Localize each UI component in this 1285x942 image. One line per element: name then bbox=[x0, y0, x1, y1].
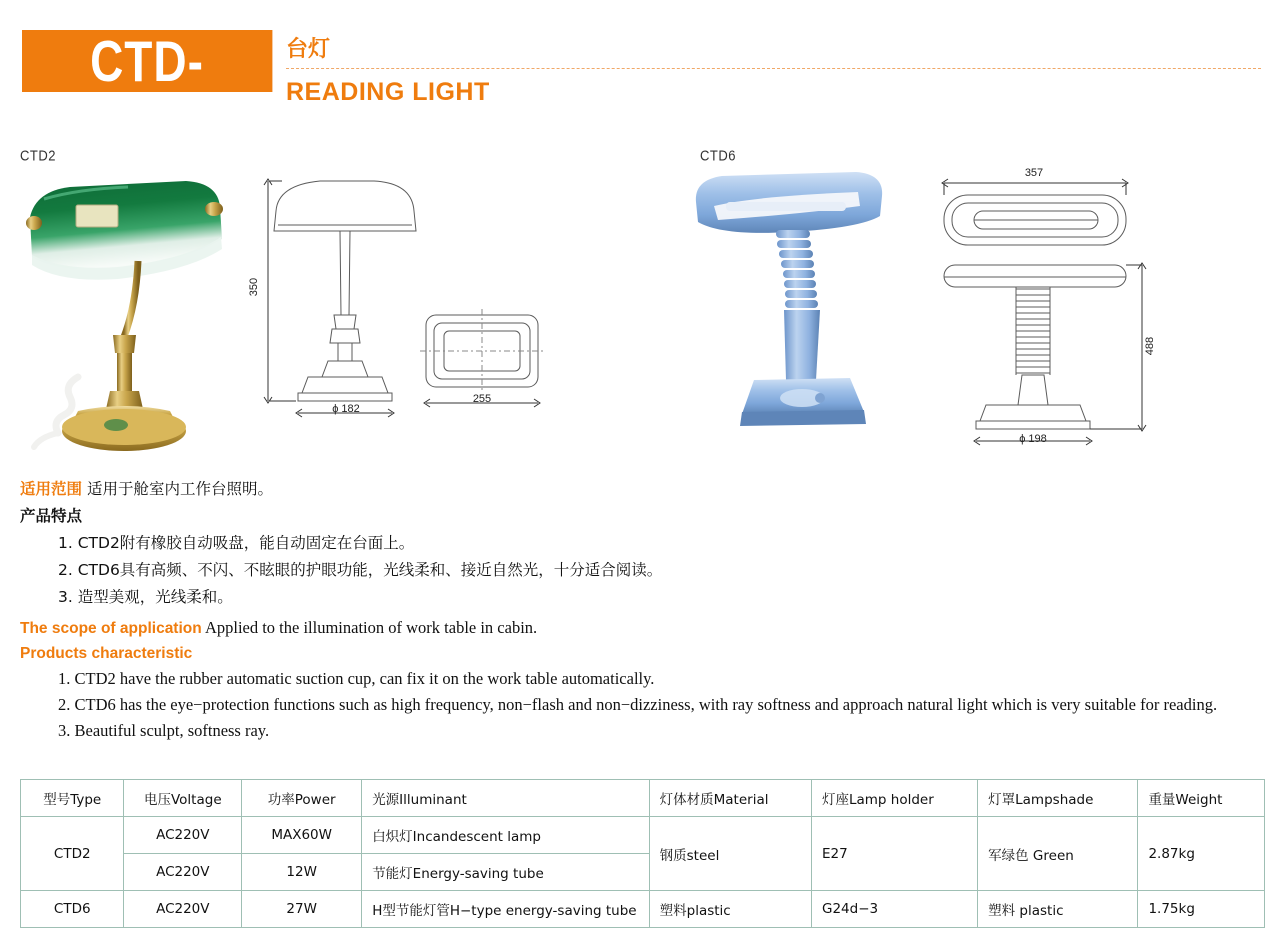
cell-voltage-3: AC220V bbox=[124, 891, 242, 928]
cell-voltage-2: AC220V bbox=[124, 854, 242, 891]
dim-ctd2-height: 350 bbox=[248, 277, 260, 297]
dim-ctd6-base-diameter: ϕ 198 bbox=[1019, 433, 1047, 445]
product-drawing-ctd2 bbox=[248, 165, 548, 425]
table-header-row bbox=[21, 780, 1265, 817]
cell-illuminant-3: H型节能灯管H−type energy-saving tube bbox=[362, 891, 649, 928]
cell-holder-1: E27 bbox=[811, 817, 977, 891]
cell-type-ctd2: CTD2 bbox=[21, 817, 124, 891]
cell-power-1: MAX60W bbox=[242, 817, 362, 854]
page-title-en: READING LIGHT bbox=[286, 78, 490, 106]
scope-zh-label: 适用范围 bbox=[20, 480, 83, 498]
cell-material-1: 钢质steel bbox=[649, 817, 811, 891]
description-body bbox=[20, 476, 1270, 744]
feature-en-item-3: 3. Beautiful sculpt, softness ray. bbox=[58, 721, 270, 740]
cell-illuminant-2: 节能灯Energy-saving tube bbox=[362, 854, 649, 891]
scope-en-row bbox=[20, 615, 1270, 642]
header-divider bbox=[286, 68, 1261, 69]
product-label-ctd6: CTD6 bbox=[700, 146, 736, 165]
feature-zh-item-2: 2. CTD6具有高频、不闪、不眩眼的护眼功能，光线柔和、接近自然光，十分适合阅读。 bbox=[58, 561, 663, 579]
product-code-text: CTD- bbox=[90, 28, 204, 94]
scope-zh-text: 适用于舱室内工作台照明。 bbox=[86, 480, 273, 498]
scope-zh-row bbox=[20, 476, 1270, 503]
features-zh-label: 产品特点 bbox=[20, 507, 83, 525]
feature-zh-item-3: 3. 造型美观，光线柔和。 bbox=[58, 588, 233, 606]
cell-weight-3: 1.75kg bbox=[1138, 891, 1265, 928]
feature-zh-item-1: 1. CTD2附有橡胶自动吸盘，能自动固定在台面上。 bbox=[58, 534, 415, 552]
dim-ctd2-base-diameter: ϕ 182 bbox=[332, 403, 360, 415]
th-voltage: 电压Voltage bbox=[124, 780, 242, 817]
feature-en-item-2: 2. CTD6 has the eye−protection functions such as high frequency, non−flash and non−dizziness, with ray softness and approach natural light which is very suitable for reading. bbox=[58, 695, 1218, 714]
dim-ctd2-base-width: 255 bbox=[472, 393, 492, 405]
product-photo-ctd2 bbox=[18, 165, 243, 455]
cell-material-3: 塑料plastic bbox=[649, 891, 811, 928]
table-row bbox=[21, 817, 1265, 854]
cell-type-ctd6: CTD6 bbox=[21, 891, 124, 928]
cell-holder-3: G24d−3 bbox=[811, 891, 977, 928]
scope-en-text: Applied to the illumination of work table in cabin. bbox=[204, 618, 538, 637]
product-drawing-ctd6 bbox=[930, 165, 1180, 455]
dim-ctd6-shade-width: 357 bbox=[1024, 167, 1044, 179]
th-power: 功率Power bbox=[242, 780, 362, 817]
product-code-badge bbox=[22, 30, 272, 92]
th-illuminant: 光源Illuminant bbox=[362, 780, 649, 817]
cell-voltage-1: AC220V bbox=[124, 817, 242, 854]
th-type: 型号Type bbox=[21, 780, 124, 817]
th-weight: 重量Weight bbox=[1138, 780, 1265, 817]
cell-weight-1: 2.87kg bbox=[1138, 817, 1265, 891]
page-title-zh: 台灯 bbox=[286, 37, 331, 62]
th-lampshade: 灯罩Lampshade bbox=[978, 780, 1138, 817]
scope-en-label: The scope of application bbox=[20, 620, 202, 637]
cell-power-2: 12W bbox=[242, 854, 362, 891]
product-photo-ctd6 bbox=[680, 162, 920, 452]
header-vertical-divider bbox=[272, 30, 273, 92]
product-label-ctd2: CTD2 bbox=[20, 146, 56, 165]
cell-power-3: 27W bbox=[242, 891, 362, 928]
cell-lampshade-3: 塑料 plastic bbox=[978, 891, 1138, 928]
dim-ctd6-height: 488 bbox=[1144, 336, 1156, 356]
th-material: 灯体材质Material bbox=[649, 780, 811, 817]
features-en-label: Products characteristic bbox=[20, 645, 193, 662]
feature-en-item-1: 1. CTD2 have the rubber automatic suction cup, can fix it on the work table automatically. bbox=[58, 669, 655, 688]
cell-lampshade-1: 军绿色 Green bbox=[978, 817, 1138, 891]
spec-table bbox=[20, 779, 1265, 928]
cell-illuminant-1: 白炽灯Incandescent lamp bbox=[362, 817, 649, 854]
page-header bbox=[0, 0, 1285, 120]
table-row bbox=[21, 891, 1265, 928]
th-holder: 灯座Lamp holder bbox=[811, 780, 977, 817]
